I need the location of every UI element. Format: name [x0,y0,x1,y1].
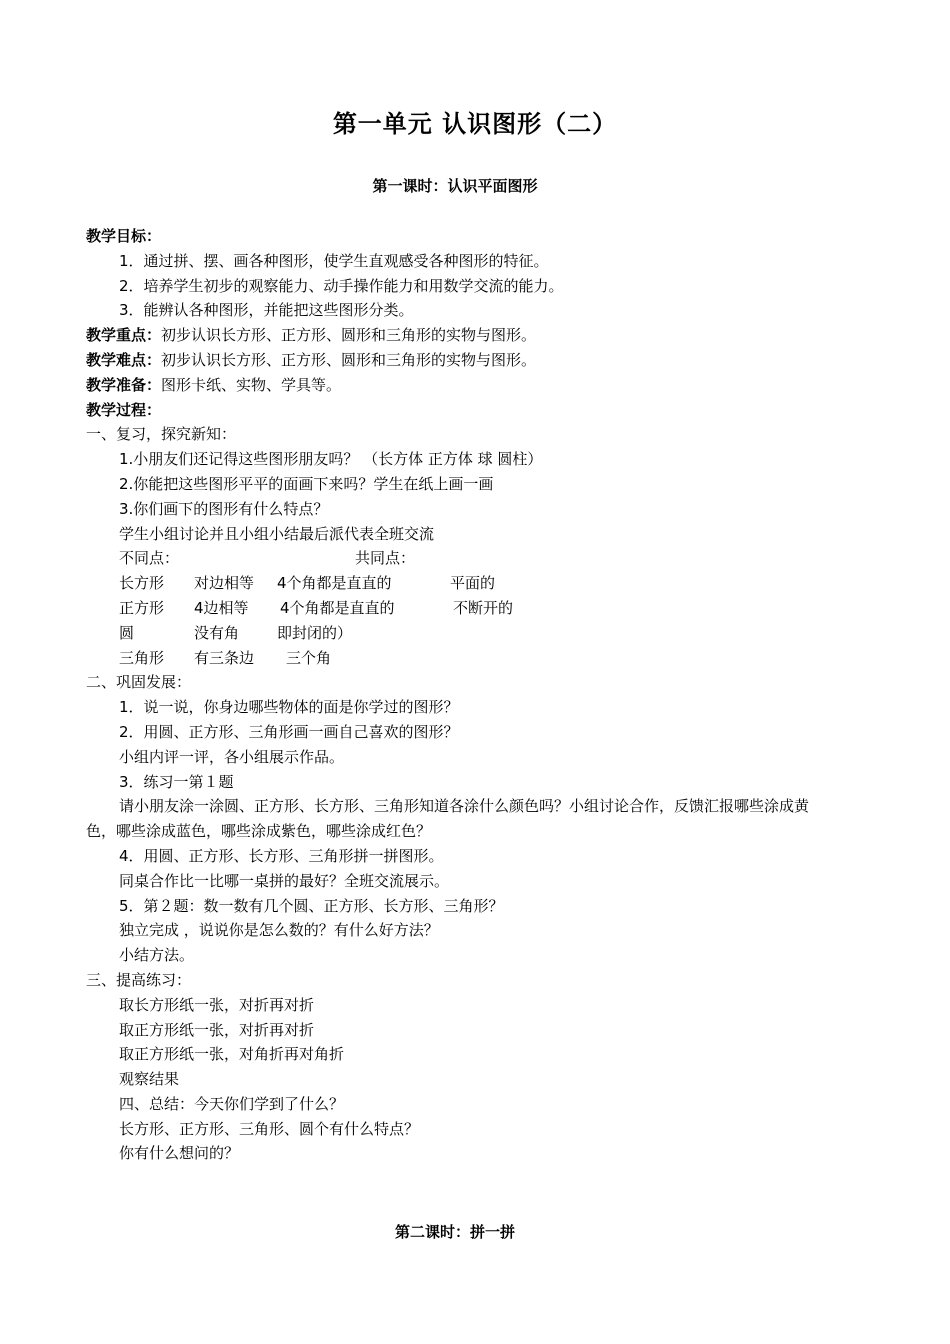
compare-row [86,596,846,621]
section3-item: 你有什么想问的？ [119,1144,240,1163]
key-point-label: 教学重点： [86,326,162,345]
section3-item: 取正方形纸一张，对角折再对角折 [119,1045,345,1064]
shape-feature: 没有角 [194,623,240,642]
compare-row [86,621,846,646]
objective-item: 2．培养学生初步的观察能力、动手操作能力和用数学交流的能力。 [119,276,564,295]
shape-feature: 4边相等 [194,598,249,617]
section3-item: 四、总结：今天你们学到了什么？ [119,1094,345,1113]
prep-row [86,373,846,398]
section2-item: 2．用圆、正方形、三角形画一画自己喜欢的图形？ [119,722,459,741]
process-label: 教学过程： [86,400,162,419]
unit-title: 第一单元 认识图形（二） [332,110,618,138]
key-point-text: 初步认识长方形、正方形、圆形和三角形的实物与图形。 [161,326,537,345]
section1-item: 学生小组讨论并且小组小结最后派代表全班交流 [119,524,435,543]
section2-item: 1．说一说，你身边哪些物体的面是你学过的图形？ [119,698,459,717]
section2-item: 3．练习一第１题 [119,772,234,791]
compare-row [86,571,846,596]
section2-heading: 二、巩固发展： [86,673,192,692]
lesson1-heading: 第一课时：认识平面图形 [372,177,538,195]
compare-header-row [86,546,846,571]
prep-text: 图形卡纸、实物、学具等。 [161,375,342,394]
difficulty-text: 初步认识长方形、正方形、圆形和三角形的实物与图形。 [161,350,537,369]
shape-name: 正方形 [119,598,165,617]
objective-item: 1．通过拼、摆、画各种图形，使学生直观感受各种图形的特征。 [119,251,549,270]
section3-item: 观察结果 [119,1070,180,1089]
section3-item: 长方形、正方形、三角形、圆个有什么特点？ [119,1119,420,1138]
compare-row [86,646,846,671]
diff-label: 不同点： [119,549,180,568]
shape-feature: 有三条边 [194,648,255,667]
shape-feature: 4个角都是直直的 [277,574,392,593]
section2-item: 同桌合作比一比哪一桌拼的最好？全班交流展示。 [119,871,450,890]
section1-item: 2.你能把这些图形平平的面画下来吗？学生在纸上画一画 [119,474,494,493]
section2-item: 小结方法。 [119,946,195,965]
section3-heading: 三、提高练习： [86,970,192,989]
shape-common: 不断开的 [453,598,514,617]
shape-feature: 对边相等 [194,574,255,593]
section2-paragraph: 请小朋友涂一涂圆、正方形、长方形、三角形知道各涂什么颜色吗？小组讨论合作，反馈汇报哪些涂成黄色，哪些涂成蓝色，哪些涂成紫色，哪些涂成红色？ [86,797,810,841]
lesson1-body [86,224,846,1166]
section2-item: 4．用圆、正方形、长方形、三角形拼一拼图形。 [119,846,444,865]
shape-common: 平面的 [450,574,496,593]
difficulty-label: 教学难点： [86,350,162,369]
objective-item: 3．能辨认各种图形，并能把这些图形分类。 [119,301,414,320]
section2-item: 5．第２题：数一数有几个圆、正方形、长方形、三角形？ [119,896,504,915]
section2-item: 小组内评一评，各小组展示作品。 [119,747,345,766]
section1-item: 3.你们画下的图形有什么特点？ [119,499,329,518]
shape-feature: 三个角 [286,648,332,667]
objectives-label: 教学目标： [86,227,162,245]
shape-name: 三角形 [119,648,165,667]
section1-item: 1.小朋友们还记得这些图形朋友吗？ （长方体 正方体 球 圆柱） [119,450,543,469]
section2-item: 独立完成 ，说说你是怎么数的？有什么好方法？ [119,921,439,940]
shape-common: 即封闭的） [277,623,353,642]
shape-feature: 4个角都是直直的 [280,598,395,617]
key-point-row [86,323,846,348]
lesson2-heading: 第二课时：拼一拼 [394,1223,515,1241]
section1-heading: 一、复习，探究新知： [86,425,237,444]
shape-name: 圆 [119,623,135,642]
section3-item: 取长方形纸一张，对折再对折 [119,995,315,1014]
common-label: 共同点： [355,549,416,568]
prep-label: 教学准备： [86,375,162,394]
difficulty-row [86,348,846,373]
shape-name: 长方形 [119,574,165,593]
section3-item: 取正方形纸一张，对折再对折 [119,1020,315,1039]
